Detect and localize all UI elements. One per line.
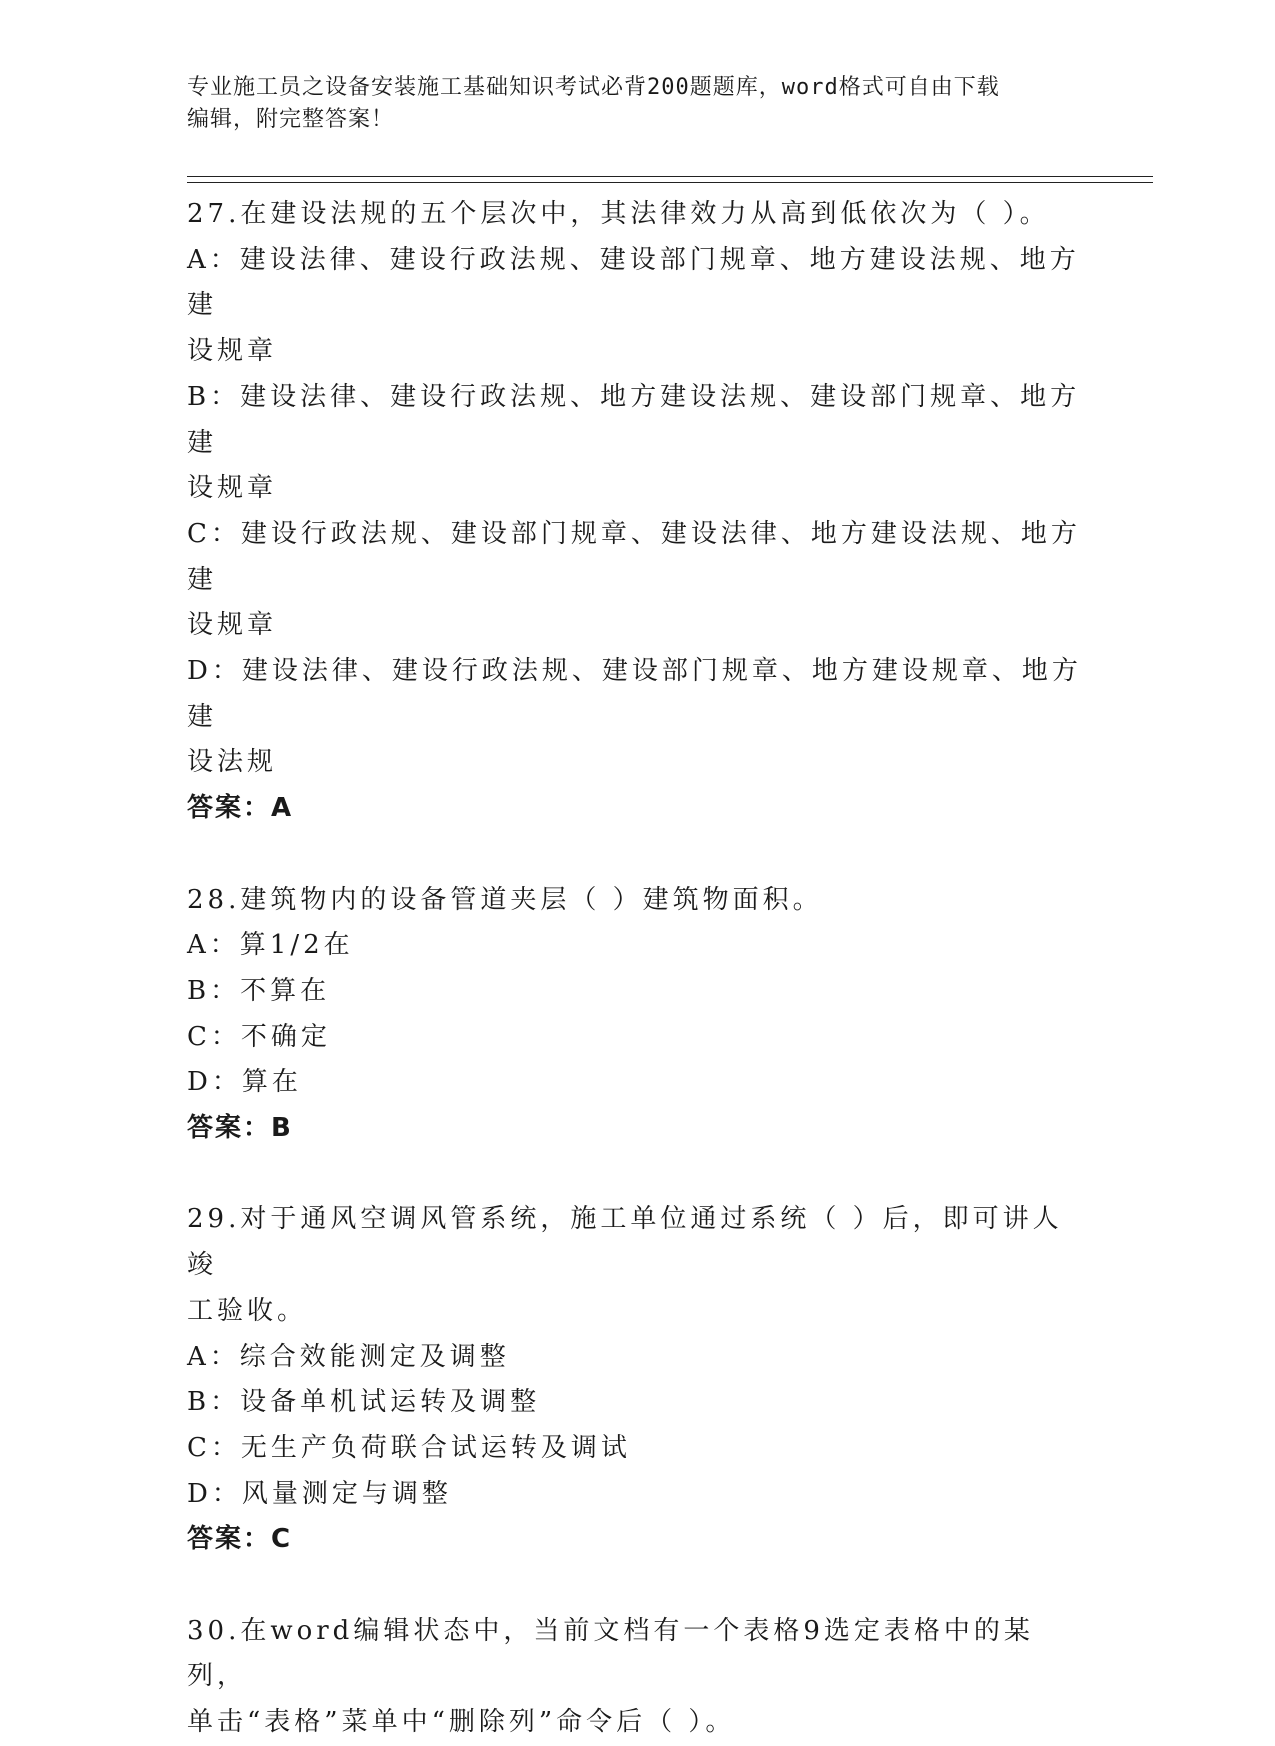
question-stem-continued: 工验收。 [187,1295,308,1326]
header-divider-bottom [187,182,1153,183]
option-line: 设规章 [187,336,278,367]
document-header [187,72,1087,136]
answer-line: 答案：B [187,1113,293,1144]
option-line: 设法规 [187,747,278,778]
question-29 [187,1197,1087,1563]
header-divider-top [187,176,1153,177]
answer-line: 答案：A [187,793,294,824]
answer-line: 答案：C [187,1524,293,1555]
option-line: D：建设法律、建设行政法规、建设部门规章、地方建设规章、地方建 [187,656,1082,732]
option-line: 设规章 [187,610,278,641]
question-spacer [187,1563,1087,1609]
header-line-1: 专业施工员之设备安装施工基础知识考试必背200题题库，word格式可自由下载 [187,75,1000,100]
question-spacer [187,1152,1087,1198]
question-stem: 27.在建设法规的五个层次中，其法律效力从高到低依次为（ ）。 [187,199,1050,229]
option-line: C：建设行政法规、建设部门规章、建设法律、地方建设法规、地方建 [187,518,1081,595]
header-line-2: 编辑，附完整答案！ [187,107,395,132]
option-d: D：算在 [187,1067,302,1098]
question-28 [187,878,1087,1152]
option-b: B：设备单机试运转及调整 [187,1387,541,1418]
option-line: 设规章 [187,473,278,504]
option-line: B：建设法律、建设行政法规、地方建设法规、建设部门规章、地方建 [187,381,1081,458]
option-b: B：不算在 [187,975,331,1006]
question-stem-continued: 单击“表格”菜单中“删除列”命令后（ ）。 [187,1707,736,1738]
question-27 [187,192,1087,832]
option-d [187,649,1087,786]
question-stem: 28.建筑物内的设备管道夹层（ ）建筑物面积。 [187,884,823,915]
option-c [187,512,1087,649]
option-a [187,238,1087,375]
option-d: D：风量测定与调整 [187,1478,452,1509]
question-list [187,192,1087,1746]
option-c: C：无生产负荷联合试运转及调试 [187,1432,631,1463]
option-line: A：建设法律、建设行政法规、建设部门规章、地方建设法规、地方建 [187,244,1080,321]
question-stem: 29.对于通风空调风管系统，施工单位通过系统（ ）后，即可讲人竣 [187,1204,1063,1281]
option-b [187,375,1087,512]
question-30 [187,1609,1087,1746]
option-a: A：算1/2在 [187,930,354,961]
question-stem: 30.在word编辑状态中，当前文档有一个表格9选定表格中的某列， [187,1615,1034,1692]
question-spacer [187,832,1087,878]
option-a: A：综合效能测定及调整 [187,1341,510,1372]
option-c: C：不确定 [187,1021,331,1052]
